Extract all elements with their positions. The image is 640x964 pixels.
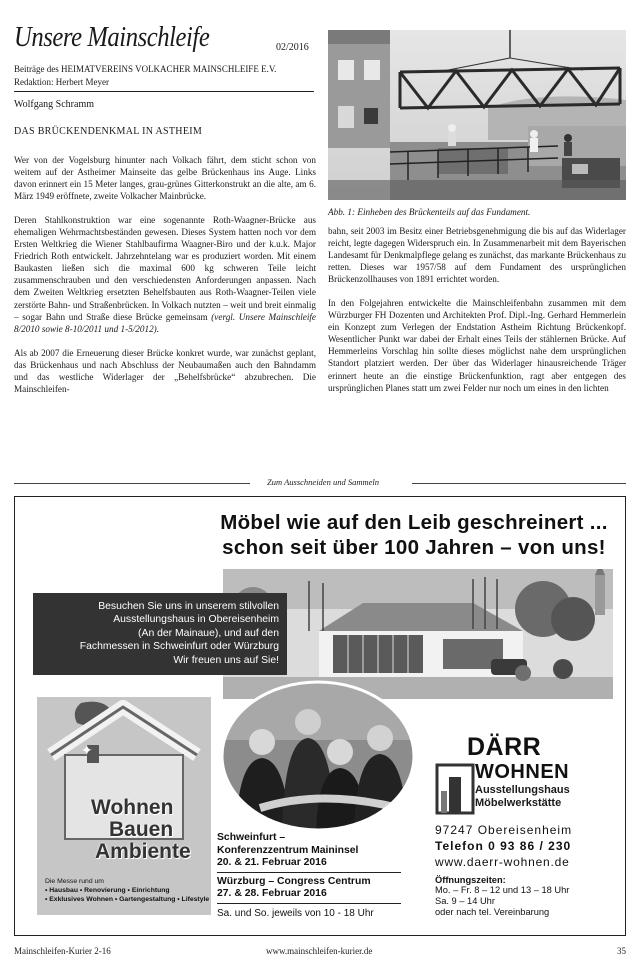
paragraph: bahn, seit 2003 im Besitz einer Betriebsgenehmigung die bis auf das Widerlager reicht, legte dagegen Widerspruch ein. In Zusammenarbeit mit dem Bayerischen Landesamt für Denkmalpflege gelang es zunächst, das markante Brückenhaus zu retten. Dieses war 1957/58 auf dem Fundament des ursprünglichen Brückenzollhauses von 1891 errichtet worden. xyxy=(328,226,626,285)
brand-tag: Ausstellungshaus xyxy=(475,784,570,796)
visit-line: Wir freuen uns auf Sie! xyxy=(173,654,279,666)
fair-dates xyxy=(217,832,401,920)
ad-headline: Möbel wie auf den Leib geschreinert ... xyxy=(220,511,608,534)
article-column-left xyxy=(14,154,316,395)
daerr-logo-icon xyxy=(435,763,475,815)
footer-website[interactable]: www.mainschleifen-kurier.de xyxy=(266,946,373,956)
website-link[interactable]: www.daerr-wohnen.de xyxy=(435,855,570,869)
editor-line: Redaktion: Herbert Meyer xyxy=(14,77,109,87)
phone: Telefon 0 93 86 / 230 xyxy=(435,839,572,853)
paragraph: In den Folgejahren entwickelte die Mainschleifenbahn zusammen mit dem Würzburger FH Dozenten und Architekten Prof. Dipl.-Ing. Gerhard Hemmerlein ein Konzept zum Verlegen der Endstation Astheim Richtung Brückenkopf. Wesentlicher Punkt war dabei der Erhalt eines Teils der stählernen Brücke. Auf Hemmerleins Vorschlag hin sollte dieses möglichst nahe dem ursprünglichen Standort platziert werden. Der über das Widerlager hinausreichende Träger erinnert heute an die einstige Brückenfunktion, ragt aber entgegen des ursprünglichen Planes statt um zwei Felder nur noch um eines in den lichten xyxy=(328,298,626,393)
bridge-photo xyxy=(328,30,626,200)
footer-publication: Mainschleifen-Kurier 2-16 xyxy=(14,946,111,956)
visit-line: Ausstellungshaus in Obereisenheim xyxy=(113,614,279,626)
team-photo xyxy=(220,680,416,832)
fair-city: Würzburg – Congress Centrum xyxy=(217,875,371,887)
fair-logo-words xyxy=(91,797,191,863)
masthead: Unsere Mainschleife xyxy=(14,22,210,53)
opening-hours-line: Mo. – Fr. 8 – 12 und 13 – 18 Uhr xyxy=(435,885,570,895)
cut-line-label: Zum Ausschneiden und Sammeln xyxy=(267,477,379,487)
ad-subheadline: schon seit über 100 Jahren – von uns! xyxy=(222,536,606,559)
paragraph: Deren Stahlkonstruktion war eine sogenannte Roth-Waagner-Brücke aus ehemaligen Wehrmachtsbeständen gewesen. Dieses System hatten noch vor dem Ersten Weltkrieg die Wiener Stahlbaufirma Waagner-Biro und der k.u.k. Major Friedrich Roth entwickelt. Jahrzehntelang war es produziert worden. Mit einem Baukasten ließen sich die maximal 600 kg schweren Teile leicht zusammenschrauben und den verschiedensten Anforderungen anpassen. Nach dem Zweiten Weltkrieg ersetzten Behelfsbauten aus Roth-Waagner-Teilen viele zerstörte Bahn- und Straßenbrücken. In Volkach nutzten – weit und breit einmalig – sogar Bahn und Straße diese Brücke gemeinsam (vergl. Unsere Mainschleife 8/2010 sowie 8-10/2011 und 1-5/2012). xyxy=(14,215,317,334)
fair-date: 27. & 28. Februar 2016 xyxy=(217,888,327,899)
brand-name-2: WOHNEN xyxy=(475,761,570,783)
page-number: 35 xyxy=(617,946,626,956)
cut-line-left xyxy=(14,483,250,484)
visit-line: Fachmessen in Schweinfurt oder Würzburg xyxy=(79,641,279,653)
reference: (vergl. Unsere Mainschleife 8/2010 sowie 8-10/2011 und 1-5/2012). xyxy=(14,311,317,334)
visit-line: (An der Mainaue), und auf den xyxy=(138,627,279,639)
opening-hours-line: oder nach tel. Vereinbarung xyxy=(435,907,550,917)
photo-caption: Abb. 1: Einheben des Brückenteils auf das Fundament. xyxy=(328,207,531,217)
paragraph: Als ab 2007 die Erneuerung dieser Brücke konkret wurde, war zunächst geplant, das Brückenhaus und nach Abschluss der Neubaumaßen auch den Bahndamm und das westliche Widerlager der „Behelfsbrücke“ abzubrechen. Die Mainschleifen- xyxy=(14,347,316,394)
fair-venue: Konferenzzentrum Maininsel xyxy=(217,844,359,856)
fair-logo-word: Ambiente xyxy=(95,840,191,863)
bridge-lift-image xyxy=(328,30,626,200)
fair-city: Schweinfurt – xyxy=(217,832,286,843)
publisher-line: Beiträge des HEIMATVEREINS VOLKACHER MAINSCHLEIFE E.V. xyxy=(14,64,277,74)
fair-logo-word: Wohnen xyxy=(91,796,174,819)
fair-divider xyxy=(217,872,401,873)
fair-date: 20. & 21. Februar 2016 xyxy=(217,857,327,868)
cut-line xyxy=(14,477,626,489)
header-rule xyxy=(14,91,314,92)
cut-line-right xyxy=(412,483,626,484)
advertisement xyxy=(14,496,626,936)
svg-text:✦: ✦ xyxy=(81,743,93,759)
fair-divider xyxy=(217,903,401,904)
article-column-right xyxy=(328,225,626,394)
fair-logo-tagline: Die Messe rund um • Hausbau • Renovierung • Einrichtung • Exklusives Wohnen • Gartengestaltung • Lifestyle xyxy=(45,878,210,903)
contact-info xyxy=(435,823,572,918)
issue-number: 02/2016 xyxy=(276,42,309,53)
fair-logo xyxy=(37,697,211,915)
article-headline: DAS BRÜCKENDENKMAL IN ASTHEIM xyxy=(14,126,203,137)
address: 97247 Obereisenheim xyxy=(435,823,573,837)
brand-tag: Möbelwerkstätte xyxy=(475,797,562,809)
visit-line: Besuchen Sie uns in unserem stilvollen xyxy=(98,601,279,612)
fair-hours: Sa. und So. jeweils von 10 - 18 Uhr xyxy=(217,907,374,919)
article-author: Wolfgang Schramm xyxy=(14,99,95,110)
opening-hours-title: Öffnungszeiten: xyxy=(435,875,506,885)
brand-name: DÄRR xyxy=(467,733,542,761)
paragraph: Wer von der Vogelsburg hinunter nach Volkach fährt, dem sticht schon von weitem auf der Astheimer Mainseite das gelbe Brückenhaus ins Auge. Links davon erinnert ein 15 Meter langes, grau-grünes Gitterkonstrukt an die alte, am 6. März 1949 eröffnete, zweite Volkacher Mainbrücke. xyxy=(14,155,316,202)
fair-logo-word: Bauen xyxy=(109,818,174,841)
opening-hours-line: Sa. 9 – 14 Uhr xyxy=(435,896,495,906)
visit-box xyxy=(33,593,287,675)
